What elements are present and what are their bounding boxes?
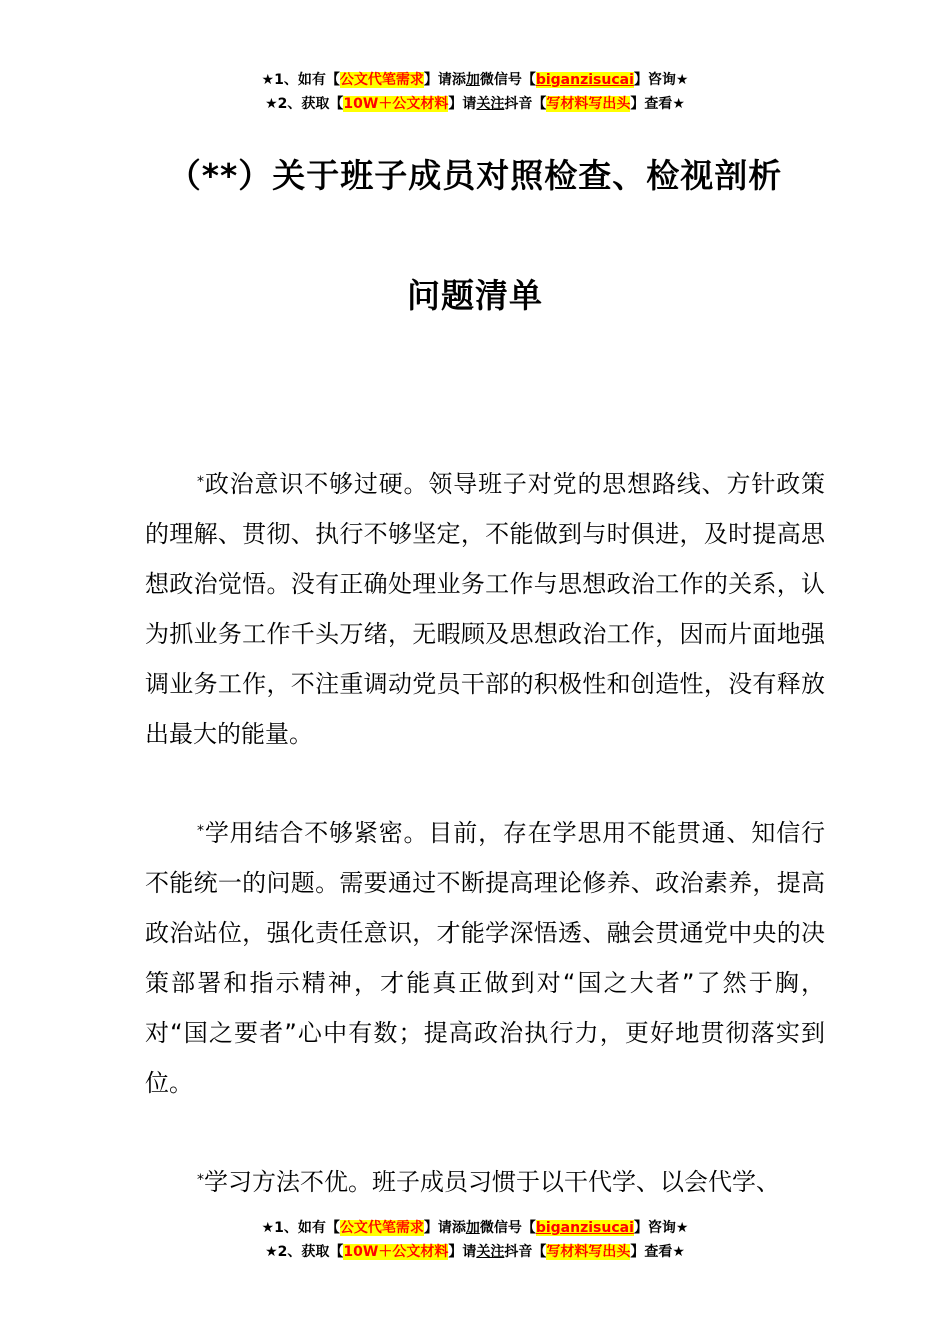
banner-underline: 关注 (476, 1244, 505, 1260)
footer-banner (0, 1216, 950, 1264)
banner-text: 抖音【 (504, 96, 547, 112)
banner-wechat-id: biganzisucai (535, 1220, 634, 1236)
banner-line-2 (0, 92, 950, 116)
banner-underline: 加 (465, 1220, 480, 1236)
banner-text: 】查看★ (630, 1244, 685, 1260)
banner-line-2 (0, 1240, 950, 1264)
document-title-line-1: （**）关于班子成员对照检查、检视剖析 (167, 156, 783, 195)
banner-text: ★2、获取【 (265, 1244, 344, 1260)
paragraph-text: 政治意识不够过硬。领导班子对党的思想路线、方针政策的理解、贯彻、执行不够坚定，不能做到与时俱进，及时提高思想政治觉悟。没有正确处理业务工作与思想政治工作的关系，认为抓业务工作千头万绪，无暇顾及思想政治工作，因而片面地强调业务工作，不注重调动党员干部的积极性和创造性，没有释放出最大的能量。 (145, 470, 825, 748)
banner-text: 微信号【 (479, 72, 536, 88)
banner-highlight: 写材料写出头 (546, 96, 631, 112)
bullet-marker: * (197, 1172, 204, 1188)
banner-text: 】请 (448, 96, 477, 112)
banner-line-1 (0, 1216, 950, 1240)
paragraph (145, 1155, 825, 1207)
banner-highlight: 公文代笔需求 (339, 72, 424, 88)
paragraph (145, 806, 825, 1108)
banner-highlight: 10W＋公文材料 (343, 96, 449, 112)
banner-text: 】咨询★ (633, 1220, 689, 1236)
banner-text: 微信号【 (479, 1220, 536, 1236)
banner-text: 】查看★ (630, 96, 685, 112)
banner-line-1 (0, 68, 950, 92)
banner-text: ★1、如有【 (261, 72, 340, 88)
paragraph-text: 学习方法不优。班子成员习惯于以干代学、以会代学、 (204, 1168, 780, 1196)
bullet-marker: * (197, 823, 204, 839)
banner-highlight: 写材料写出头 (546, 1244, 631, 1260)
paragraph (145, 457, 825, 759)
banner-highlight: 10W＋公文材料 (343, 1244, 449, 1260)
banner-text: ★2、获取【 (265, 96, 344, 112)
banner-wechat-id: biganzisucai (535, 72, 634, 88)
document-title-line-2: 问题清单 (407, 276, 543, 315)
banner-text: 】请 (448, 1244, 477, 1260)
banner-text: 】请添 (423, 72, 466, 88)
bullet-marker: * (197, 474, 204, 490)
paragraph-text: 学用结合不够紧密。目前，存在学思用不能贯通、知信行不能统一的问题。需要通过不断提高理论修养、政治素养，提高政治站位，强化责任意识，才能学深悟透、融会贯通党中央的决策部署和指示精神，才能真正做到对“国之大者”了然于胸，对“国之要者”心中有数；提高政治执行力，更好地贯彻落实到位。 (145, 819, 825, 1097)
banner-highlight: 公文代笔需求 (339, 1220, 424, 1236)
banner-underline: 关注 (476, 96, 505, 112)
banner-text: 】咨询★ (633, 72, 689, 88)
banner-text: 】请添 (423, 1220, 466, 1236)
banner-text: ★1、如有【 (261, 1220, 340, 1236)
banner-underline: 加 (465, 72, 480, 88)
banner-text: 抖音【 (504, 1244, 547, 1260)
header-banner (0, 68, 950, 116)
